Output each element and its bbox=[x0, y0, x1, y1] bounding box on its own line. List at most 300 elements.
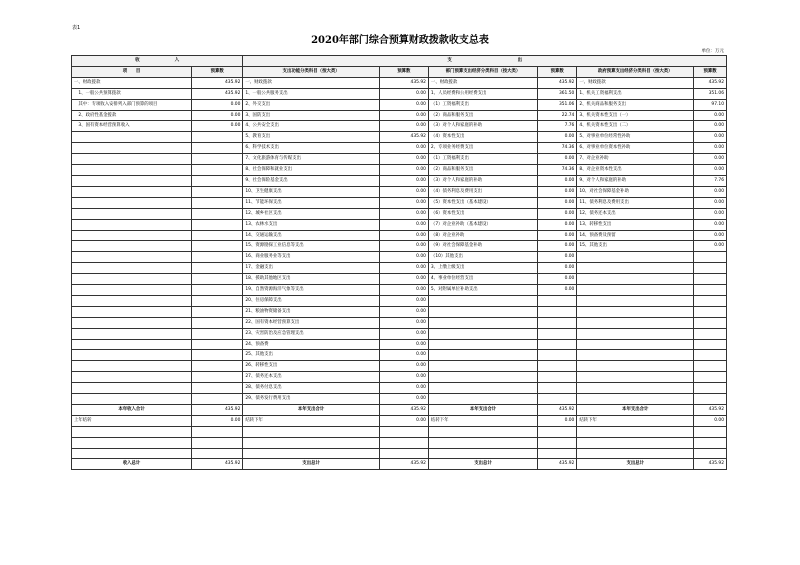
budget-cell: 0.00 bbox=[538, 154, 577, 165]
budget-cell bbox=[538, 339, 577, 350]
item-cell: 24、预备费 bbox=[243, 339, 379, 350]
item-cell: （8）对企业补助 bbox=[428, 230, 537, 241]
budget-cell: 0.00 bbox=[379, 263, 428, 274]
budget-cell bbox=[192, 230, 243, 241]
item-cell bbox=[428, 339, 537, 350]
item-cell: 2、外交支出 bbox=[243, 99, 379, 110]
item-cell bbox=[72, 208, 192, 219]
table-row bbox=[72, 339, 727, 350]
budget-cell: 0.00 bbox=[694, 154, 727, 165]
budget-cell bbox=[694, 295, 727, 306]
budget-cell bbox=[192, 197, 243, 208]
item-cell: 12、城乡社区支出 bbox=[243, 208, 379, 219]
budget-cell: 0.00 bbox=[379, 99, 428, 110]
unit-label: 单位：万元 bbox=[701, 49, 724, 54]
budget-cell: 435.92 bbox=[379, 459, 428, 470]
item-cell: （9）对社会保障基金补助 bbox=[428, 241, 537, 252]
budget-cell: 435.92 bbox=[192, 88, 243, 99]
budget-cell: 0.00 bbox=[538, 252, 577, 263]
empty-cell bbox=[428, 437, 537, 448]
item-cell: 一、财政拨款 bbox=[72, 77, 192, 88]
empty-cell bbox=[694, 437, 727, 448]
item-cell bbox=[72, 143, 192, 154]
budget-cell: 0.00 bbox=[379, 175, 428, 186]
empty-cell bbox=[538, 448, 577, 459]
budget-cell: 0.00 bbox=[379, 295, 428, 306]
table-row bbox=[72, 197, 727, 208]
budget-cell: 0.00 bbox=[379, 252, 428, 263]
budget-cell bbox=[538, 383, 577, 394]
table-body bbox=[72, 77, 727, 470]
item-cell: 11、债务利息及费用支出 bbox=[577, 197, 694, 208]
item-cell: 5、教育支出 bbox=[243, 132, 379, 143]
item-cell: 15、资源勘探工业信息等支出 bbox=[243, 241, 379, 252]
empty-cell bbox=[538, 437, 577, 448]
budget-cell bbox=[192, 285, 243, 296]
budget-cell: 0.00 bbox=[538, 186, 577, 197]
table-row bbox=[72, 295, 727, 306]
item-cell bbox=[428, 350, 537, 361]
item-cell: 6、科学技术支出 bbox=[243, 143, 379, 154]
item-cell bbox=[577, 252, 694, 263]
item-cell: 26、转移性支出 bbox=[243, 361, 379, 372]
budget-cell bbox=[538, 317, 577, 328]
header-row-1 bbox=[72, 56, 727, 67]
table-row bbox=[72, 306, 727, 317]
item-cell bbox=[577, 328, 694, 339]
empty-cell bbox=[428, 426, 537, 437]
item-cell: （1）工资福利支出 bbox=[428, 154, 537, 165]
item-cell: 6、对事业单位资本性补助 bbox=[577, 143, 694, 154]
item-cell bbox=[72, 230, 192, 241]
empty-cell bbox=[379, 437, 428, 448]
budget-cell: 74.36 bbox=[538, 165, 577, 176]
item-cell bbox=[72, 219, 192, 230]
header-row-2 bbox=[72, 66, 727, 77]
budget-cell: 361.50 bbox=[538, 88, 577, 99]
item-cell: 8、社会保障和就业支出 bbox=[243, 165, 379, 176]
item-cell: 23、灾害防治及应急管理支出 bbox=[243, 328, 379, 339]
budget-cell bbox=[538, 372, 577, 383]
item-cell: 本年收入合计 bbox=[72, 405, 192, 416]
table-row bbox=[72, 121, 727, 132]
item-cell: （4）债务利息及费用支出 bbox=[428, 186, 537, 197]
budget-cell bbox=[694, 306, 727, 317]
table-row bbox=[72, 383, 727, 394]
table-row bbox=[72, 372, 727, 383]
budget-cell: 0.00 bbox=[379, 197, 428, 208]
budget-cell bbox=[192, 186, 243, 197]
item-cell: 4、机关资本性支出（二） bbox=[577, 121, 694, 132]
budget-cell: 0.00 bbox=[694, 230, 727, 241]
item-cell: 2、专项业务经费支出 bbox=[428, 143, 537, 154]
item-cell bbox=[72, 132, 192, 143]
budget-cell: 0.00 bbox=[379, 219, 428, 230]
budget-cell bbox=[538, 306, 577, 317]
table-row bbox=[72, 328, 727, 339]
item-cell: 1、人员经费和公用经费支出 bbox=[428, 88, 537, 99]
item-cell: （3）对个人和家庭的补助 bbox=[428, 121, 537, 132]
budget-cell: 0.00 bbox=[379, 415, 428, 426]
table-row bbox=[72, 186, 727, 197]
item-cell: 8、对企业资本性支出 bbox=[577, 165, 694, 176]
budget-header: 预算数 bbox=[192, 66, 243, 77]
budget-cell: 0.00 bbox=[379, 230, 428, 241]
item-cell: 25、其他支出 bbox=[243, 350, 379, 361]
table-row bbox=[72, 219, 727, 230]
item-cell bbox=[577, 285, 694, 296]
item-cell bbox=[577, 350, 694, 361]
item-cell: （4）资本性支出 bbox=[428, 132, 537, 143]
item-cell: （2）商品和服务支出 bbox=[428, 165, 537, 176]
item-cell: 13、转移性支出 bbox=[577, 219, 694, 230]
empty-cell bbox=[72, 448, 192, 459]
item-cell bbox=[72, 317, 192, 328]
item-cell: 20、住房保障支出 bbox=[243, 295, 379, 306]
item-cell: 上年结转 bbox=[72, 415, 192, 426]
budget-cell: 435.92 bbox=[379, 132, 428, 143]
item-cell bbox=[428, 383, 537, 394]
budget-cell: 435.92 bbox=[694, 405, 727, 416]
budget-cell: 0.00 bbox=[192, 99, 243, 110]
budget-cell: 0.00 bbox=[538, 175, 577, 186]
budget-cell: 0.00 bbox=[694, 121, 727, 132]
budget-cell bbox=[192, 241, 243, 252]
item-cell: 本年支出合计 bbox=[428, 405, 537, 416]
item-cell: （2）商品和服务支出 bbox=[428, 110, 537, 121]
item-cell bbox=[72, 154, 192, 165]
empty-cell bbox=[243, 437, 379, 448]
income-header: 收 入 bbox=[72, 56, 243, 67]
budget-cell: 435.92 bbox=[192, 405, 243, 416]
item-cell: 支出总计 bbox=[428, 459, 537, 470]
budget-cell bbox=[192, 372, 243, 383]
table-row bbox=[72, 208, 727, 219]
budget-cell: 0.00 bbox=[379, 328, 428, 339]
budget-cell bbox=[538, 394, 577, 405]
budget-header: 预算数 bbox=[538, 66, 577, 77]
empty-cell bbox=[72, 437, 192, 448]
budget-cell bbox=[694, 361, 727, 372]
budget-cell: 0.00 bbox=[379, 186, 428, 197]
expense-header: 支 出 bbox=[243, 56, 727, 67]
empty-cell bbox=[538, 426, 577, 437]
budget-cell bbox=[694, 350, 727, 361]
item-cell: （7）对企业补助（基本建设） bbox=[428, 219, 537, 230]
item-cell: 3、国防支出 bbox=[243, 110, 379, 121]
budget-cell: 435.92 bbox=[379, 77, 428, 88]
item-cell: 18、援助其他地区支出 bbox=[243, 274, 379, 285]
empty-cell bbox=[379, 448, 428, 459]
budget-cell: 0.00 bbox=[538, 241, 577, 252]
table-row bbox=[72, 165, 727, 176]
item-cell: 14、交通运输支出 bbox=[243, 230, 379, 241]
item-cell: 结转下年 bbox=[428, 415, 537, 426]
empty-cell bbox=[428, 448, 537, 459]
budget-cell: 0.00 bbox=[379, 241, 428, 252]
item-cell: （6）资本性支出 bbox=[428, 208, 537, 219]
table-row bbox=[72, 99, 727, 110]
budget-cell: 0.00 bbox=[379, 165, 428, 176]
budget-cell: 0.00 bbox=[538, 263, 577, 274]
budget-cell: 435.92 bbox=[192, 77, 243, 88]
budget-cell: 0.00 bbox=[538, 132, 577, 143]
budget-cell: 7.76 bbox=[538, 121, 577, 132]
item-cell bbox=[72, 241, 192, 252]
item-cell bbox=[72, 285, 192, 296]
budget-cell bbox=[192, 154, 243, 165]
item-cell bbox=[72, 274, 192, 285]
budget-cell bbox=[192, 394, 243, 405]
item-cell: 本年支出合计 bbox=[577, 405, 694, 416]
item-cell: 10、对社会保障基金补助 bbox=[577, 186, 694, 197]
budget-header: 预算数 bbox=[379, 66, 428, 77]
budget-cell: 0.00 bbox=[379, 317, 428, 328]
budget-cell: 0.00 bbox=[694, 241, 727, 252]
item-cell: 5、对事业单位经常性补助 bbox=[577, 132, 694, 143]
budget-cell bbox=[192, 165, 243, 176]
budget-cell: 0.00 bbox=[379, 121, 428, 132]
table-row bbox=[72, 285, 727, 296]
budget-cell: 0.00 bbox=[192, 415, 243, 426]
budget-cell bbox=[694, 274, 727, 285]
item-cell bbox=[428, 306, 537, 317]
item-cell: 支出总计 bbox=[243, 459, 379, 470]
budget-cell: 0.00 bbox=[694, 186, 727, 197]
table-row bbox=[72, 361, 727, 372]
item-cell: 3、国有资本经营预算收入 bbox=[72, 121, 192, 132]
blank-row bbox=[72, 426, 727, 437]
item-cell: 4、公共安全支出 bbox=[243, 121, 379, 132]
item-cell: 17、金融支出 bbox=[243, 263, 379, 274]
blank-row bbox=[72, 437, 727, 448]
item-cell: 2、机关商品和服务支出 bbox=[577, 99, 694, 110]
table-row bbox=[72, 175, 727, 186]
budget-cell: 0.00 bbox=[192, 121, 243, 132]
item-cell bbox=[577, 263, 694, 274]
budget-cell bbox=[694, 339, 727, 350]
item-cell: 3、机关资本性支出（一） bbox=[577, 110, 694, 121]
table-row bbox=[72, 263, 727, 274]
item-cell: 22、国有资本经营预算支出 bbox=[243, 317, 379, 328]
item-cell: 7、对企业补助 bbox=[577, 154, 694, 165]
item-cell bbox=[428, 317, 537, 328]
empty-cell bbox=[243, 426, 379, 437]
item-cell: 本年支出合计 bbox=[243, 405, 379, 416]
item-cell bbox=[577, 394, 694, 405]
item-cell: （3）对个人和家庭的补助 bbox=[428, 175, 537, 186]
budget-cell: 0.00 bbox=[379, 154, 428, 165]
budget-cell: 0.00 bbox=[379, 339, 428, 350]
budget-cell bbox=[192, 306, 243, 317]
item-cell bbox=[577, 361, 694, 372]
item-cell bbox=[72, 394, 192, 405]
budget-cell: 0.00 bbox=[694, 415, 727, 426]
budget-cell bbox=[694, 285, 727, 296]
empty-cell bbox=[243, 448, 379, 459]
budget-cell bbox=[538, 295, 577, 306]
table-row bbox=[72, 252, 727, 263]
budget-cell bbox=[694, 263, 727, 274]
budget-cell bbox=[192, 143, 243, 154]
table-row bbox=[72, 394, 727, 405]
item-cell: 9、对个人和家庭的补助 bbox=[577, 175, 694, 186]
empty-cell bbox=[192, 437, 243, 448]
item-cell: 27、债务还本支出 bbox=[243, 372, 379, 383]
item-cell: 一、财政拨款 bbox=[577, 77, 694, 88]
carry-row bbox=[72, 415, 727, 426]
budget-cell: 0.00 bbox=[694, 132, 727, 143]
item-cell bbox=[72, 252, 192, 263]
table-row bbox=[72, 317, 727, 328]
item-cell bbox=[428, 361, 537, 372]
table-row bbox=[72, 274, 727, 285]
budget-cell: 435.92 bbox=[192, 459, 243, 470]
item-cell: 4、事业单位经营支出 bbox=[428, 274, 537, 285]
budget-cell: 0.00 bbox=[379, 110, 428, 121]
page-id: 表1 bbox=[72, 25, 81, 31]
item-cell: 收入总计 bbox=[72, 459, 192, 470]
item-cell: 19、自然资源海洋气象等支出 bbox=[243, 285, 379, 296]
budget-cell: 0.00 bbox=[379, 274, 428, 285]
table-row bbox=[72, 241, 727, 252]
item-cell bbox=[72, 295, 192, 306]
item-cell: 9、社会保险基金支出 bbox=[243, 175, 379, 186]
budget-cell: 0.00 bbox=[538, 274, 577, 285]
budget-cell bbox=[538, 361, 577, 372]
budget-cell: 0.00 bbox=[694, 219, 727, 230]
item-cell: 结转下年 bbox=[577, 415, 694, 426]
budget-cell bbox=[192, 295, 243, 306]
budget-cell: 351.06 bbox=[538, 99, 577, 110]
budget-cell: 0.00 bbox=[379, 208, 428, 219]
item-cell: 15、其他支出 bbox=[577, 241, 694, 252]
item-cell: （5）资本性支出（基本建设） bbox=[428, 197, 537, 208]
gov-econ-header: 政府预算支出经济分类科目（按大类） bbox=[577, 66, 694, 77]
budget-cell bbox=[192, 132, 243, 143]
item-cell: 14、预备费及预留 bbox=[577, 230, 694, 241]
empty-cell bbox=[577, 448, 694, 459]
item-cell bbox=[577, 339, 694, 350]
budget-cell: 0.00 bbox=[694, 197, 727, 208]
item-cell: 2、政府性基金拨款 bbox=[72, 110, 192, 121]
item-cell bbox=[428, 372, 537, 383]
budget-cell: 0.00 bbox=[379, 143, 428, 154]
blank-row bbox=[72, 448, 727, 459]
item-cell bbox=[72, 197, 192, 208]
budget-cell bbox=[694, 328, 727, 339]
item-cell bbox=[72, 175, 192, 186]
item-cell: 其中：专项收入安排列入部门预算的项目 bbox=[72, 99, 192, 110]
item-cell bbox=[72, 186, 192, 197]
budget-header: 预算数 bbox=[694, 66, 727, 77]
budget-cell: 22.74 bbox=[538, 110, 577, 121]
budget-cell: 0.00 bbox=[694, 110, 727, 121]
table-row bbox=[72, 132, 727, 143]
table-row bbox=[72, 110, 727, 121]
item-cell: 16、商业服务业等支出 bbox=[243, 252, 379, 263]
item-cell: 12、债务还本支出 bbox=[577, 208, 694, 219]
budget-cell bbox=[192, 350, 243, 361]
budget-cell: 0.00 bbox=[379, 350, 428, 361]
item-header: 项 目 bbox=[72, 66, 192, 77]
page-title: 2020年部门综合预算财政拨款收支总表 bbox=[311, 35, 489, 46]
budget-cell bbox=[192, 361, 243, 372]
budget-cell bbox=[192, 208, 243, 219]
item-cell bbox=[72, 361, 192, 372]
item-cell bbox=[577, 372, 694, 383]
item-cell bbox=[72, 383, 192, 394]
budget-cell: 435.92 bbox=[538, 459, 577, 470]
item-cell bbox=[577, 274, 694, 285]
budget-cell: 0.00 bbox=[379, 394, 428, 405]
budget-cell bbox=[694, 394, 727, 405]
table-row bbox=[72, 88, 727, 99]
budget-cell bbox=[694, 372, 727, 383]
budget-cell: 0.00 bbox=[694, 143, 727, 154]
item-cell: 29、债务发行费用支出 bbox=[243, 394, 379, 405]
item-cell bbox=[577, 317, 694, 328]
dept-econ-header: 部门预算支出经济分类科目（按大类） bbox=[428, 66, 537, 77]
budget-cell: 7.76 bbox=[694, 175, 727, 186]
budget-cell: 435.92 bbox=[379, 405, 428, 416]
budget-cell: 435.92 bbox=[538, 77, 577, 88]
budget-cell bbox=[538, 350, 577, 361]
budget-cell bbox=[694, 383, 727, 394]
budget-cell bbox=[192, 252, 243, 263]
item-cell: 1、一般公共服务支出 bbox=[243, 88, 379, 99]
empty-cell bbox=[577, 437, 694, 448]
item-cell: 结转下年 bbox=[243, 415, 379, 426]
item-cell bbox=[577, 306, 694, 317]
table-row bbox=[72, 350, 727, 361]
budget-cell: 0.00 bbox=[538, 230, 577, 241]
item-cell: （10）其他支出 bbox=[428, 252, 537, 263]
budget-cell bbox=[538, 328, 577, 339]
item-cell: 5、对附属单位补助支出 bbox=[428, 285, 537, 296]
budget-cell: 0.00 bbox=[379, 361, 428, 372]
item-cell: 3、上缴上级支出 bbox=[428, 263, 537, 274]
budget-cell: 0.00 bbox=[538, 415, 577, 426]
budget-cell: 0.00 bbox=[694, 165, 727, 176]
item-cell bbox=[428, 328, 537, 339]
empty-cell bbox=[379, 426, 428, 437]
budget-cell bbox=[192, 383, 243, 394]
budget-cell: 0.00 bbox=[379, 372, 428, 383]
item-cell bbox=[72, 165, 192, 176]
budget-cell: 0.00 bbox=[538, 285, 577, 296]
budget-cell: 435.92 bbox=[694, 77, 727, 88]
item-cell bbox=[72, 328, 192, 339]
table-row bbox=[72, 154, 727, 165]
item-cell: 11、节能环保支出 bbox=[243, 197, 379, 208]
item-cell: 10、卫生健康支出 bbox=[243, 186, 379, 197]
budget-cell bbox=[192, 328, 243, 339]
budget-cell: 0.00 bbox=[379, 88, 428, 99]
budget-cell: 435.92 bbox=[538, 405, 577, 416]
item-cell: （1）工资福利支出 bbox=[428, 99, 537, 110]
budget-table bbox=[71, 55, 727, 470]
budget-cell bbox=[192, 317, 243, 328]
table-row bbox=[72, 230, 727, 241]
budget-cell: 74.36 bbox=[538, 143, 577, 154]
empty-cell bbox=[192, 426, 243, 437]
budget-cell: 0.00 bbox=[379, 285, 428, 296]
func-class-header: 支出功能分类科目（按大类） bbox=[243, 66, 379, 77]
item-cell: 1、机关工资福利支出 bbox=[577, 88, 694, 99]
item-cell: 1、一般公共预算拨款 bbox=[72, 88, 192, 99]
budget-cell: 0.00 bbox=[538, 219, 577, 230]
